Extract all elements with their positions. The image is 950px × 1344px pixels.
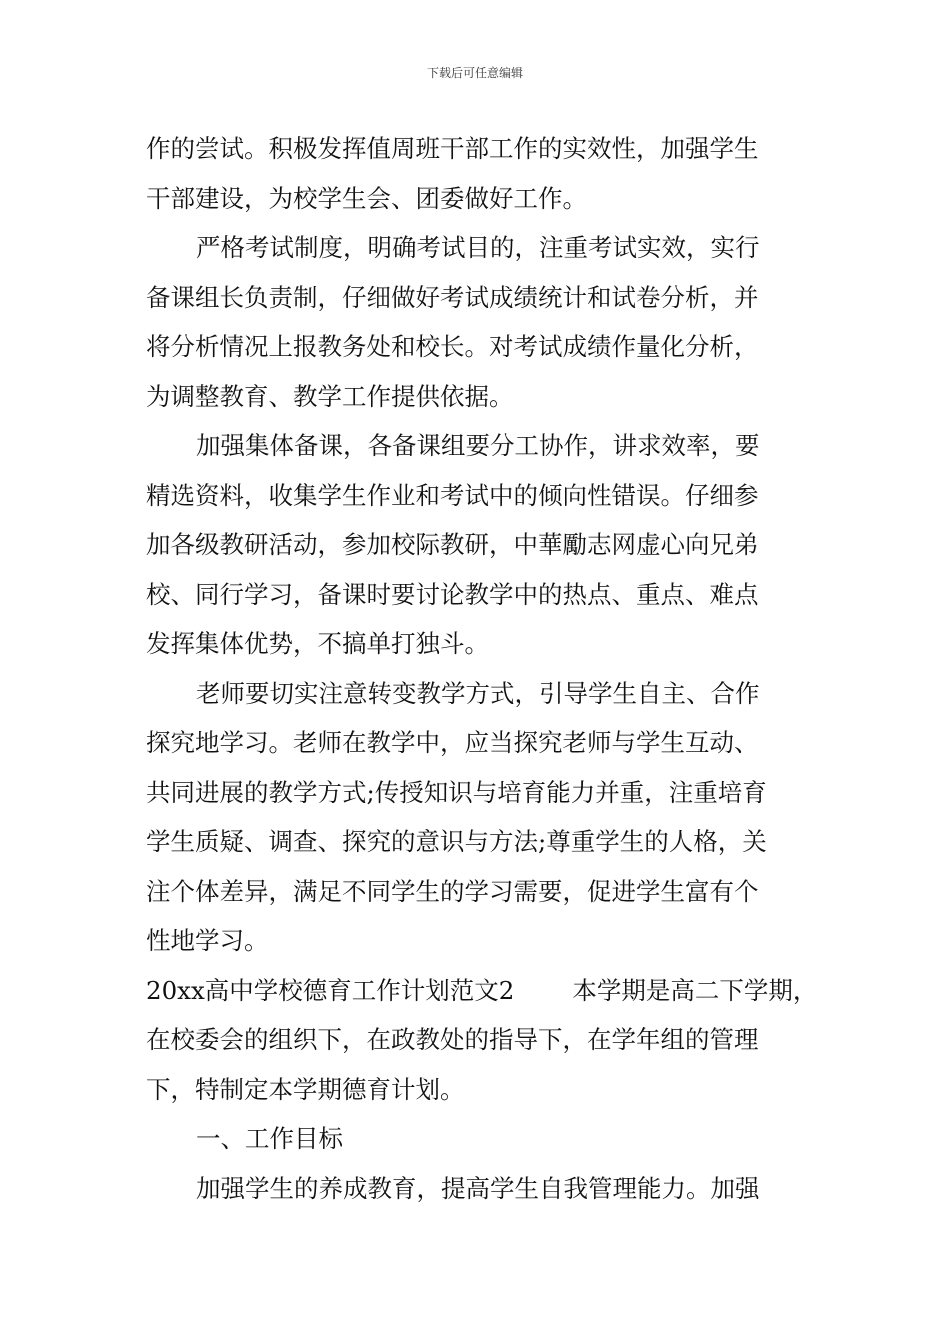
paragraph	[146, 223, 816, 421]
text-line: 校、同行学习，备课时要讨论教学中的热点、重点、难点	[146, 579, 759, 609]
text-line: 精选资料，收集学生作业和考试中的倾向性错误。仔细参	[146, 480, 759, 510]
text-line: 下，特制定本学期德育计划。	[146, 1074, 465, 1104]
document-body	[146, 124, 816, 1213]
text-line: 在校委会的组织下，在政教处的指导下，在学年组的管理	[146, 1025, 759, 1054]
text-line: 性地学习。	[146, 926, 269, 955]
page-header: 下载后可任意编辑	[426, 66, 523, 80]
section-2	[146, 966, 816, 1214]
text-line: 加强集体备课，各备课组要分工协作，讲求效率，要	[196, 431, 760, 460]
text-line: 学生质疑、调查、探究的意识与方法;尊重学生的人格，关	[146, 827, 767, 856]
text-line: 备课组长负责制，仔细做好考试成绩统计和试卷分析，并	[146, 282, 759, 312]
paragraph	[146, 421, 816, 669]
text-line: 老师要切实注意转变教学方式，引导学生自主、合作	[196, 678, 760, 708]
text-line: 严格考试制度，明确考试目的，注重考试实效，实行	[196, 233, 760, 262]
text-line: 发挥集体优势，不搞单打独斗。	[146, 629, 489, 658]
section-title: 20xx高中学校德育工作计划范文2	[146, 975, 515, 1005]
section-heading: 一、工作目标	[196, 1124, 343, 1153]
text-line: 探究地学习。老师在教学中，应当探究老师与学生互动、	[146, 728, 759, 757]
text-line: 共同进展的教学方式;传授知识与培育能力并重，注重培育	[146, 777, 767, 807]
section-intro: 本学期是高二下学期，	[572, 975, 818, 1005]
text-line: 将分析情况上报教务处和校长。对考试成绩作量化分析，	[146, 332, 759, 361]
text-line: 作的尝试。积极发挥值周班干部工作的实效性，加强学生	[146, 134, 759, 163]
text-line: 加强学生的养成教育，提高学生自我管理能力。加强	[196, 1173, 760, 1203]
text-line: 干部建设，为校学生会、团委做好工作。	[146, 183, 587, 213]
paragraph	[146, 669, 816, 966]
section-title-line	[146, 966, 816, 1016]
paragraph	[146, 124, 816, 223]
text-line: 注个体差异，满足不同学生的学习需要，促进学生富有个	[146, 876, 759, 906]
text-line: 为调整教育、教学工作提供依据。	[146, 381, 514, 411]
text-line: 加各级教研活动，参加校际教研，中華勵志网虚心向兄弟	[146, 530, 759, 559]
